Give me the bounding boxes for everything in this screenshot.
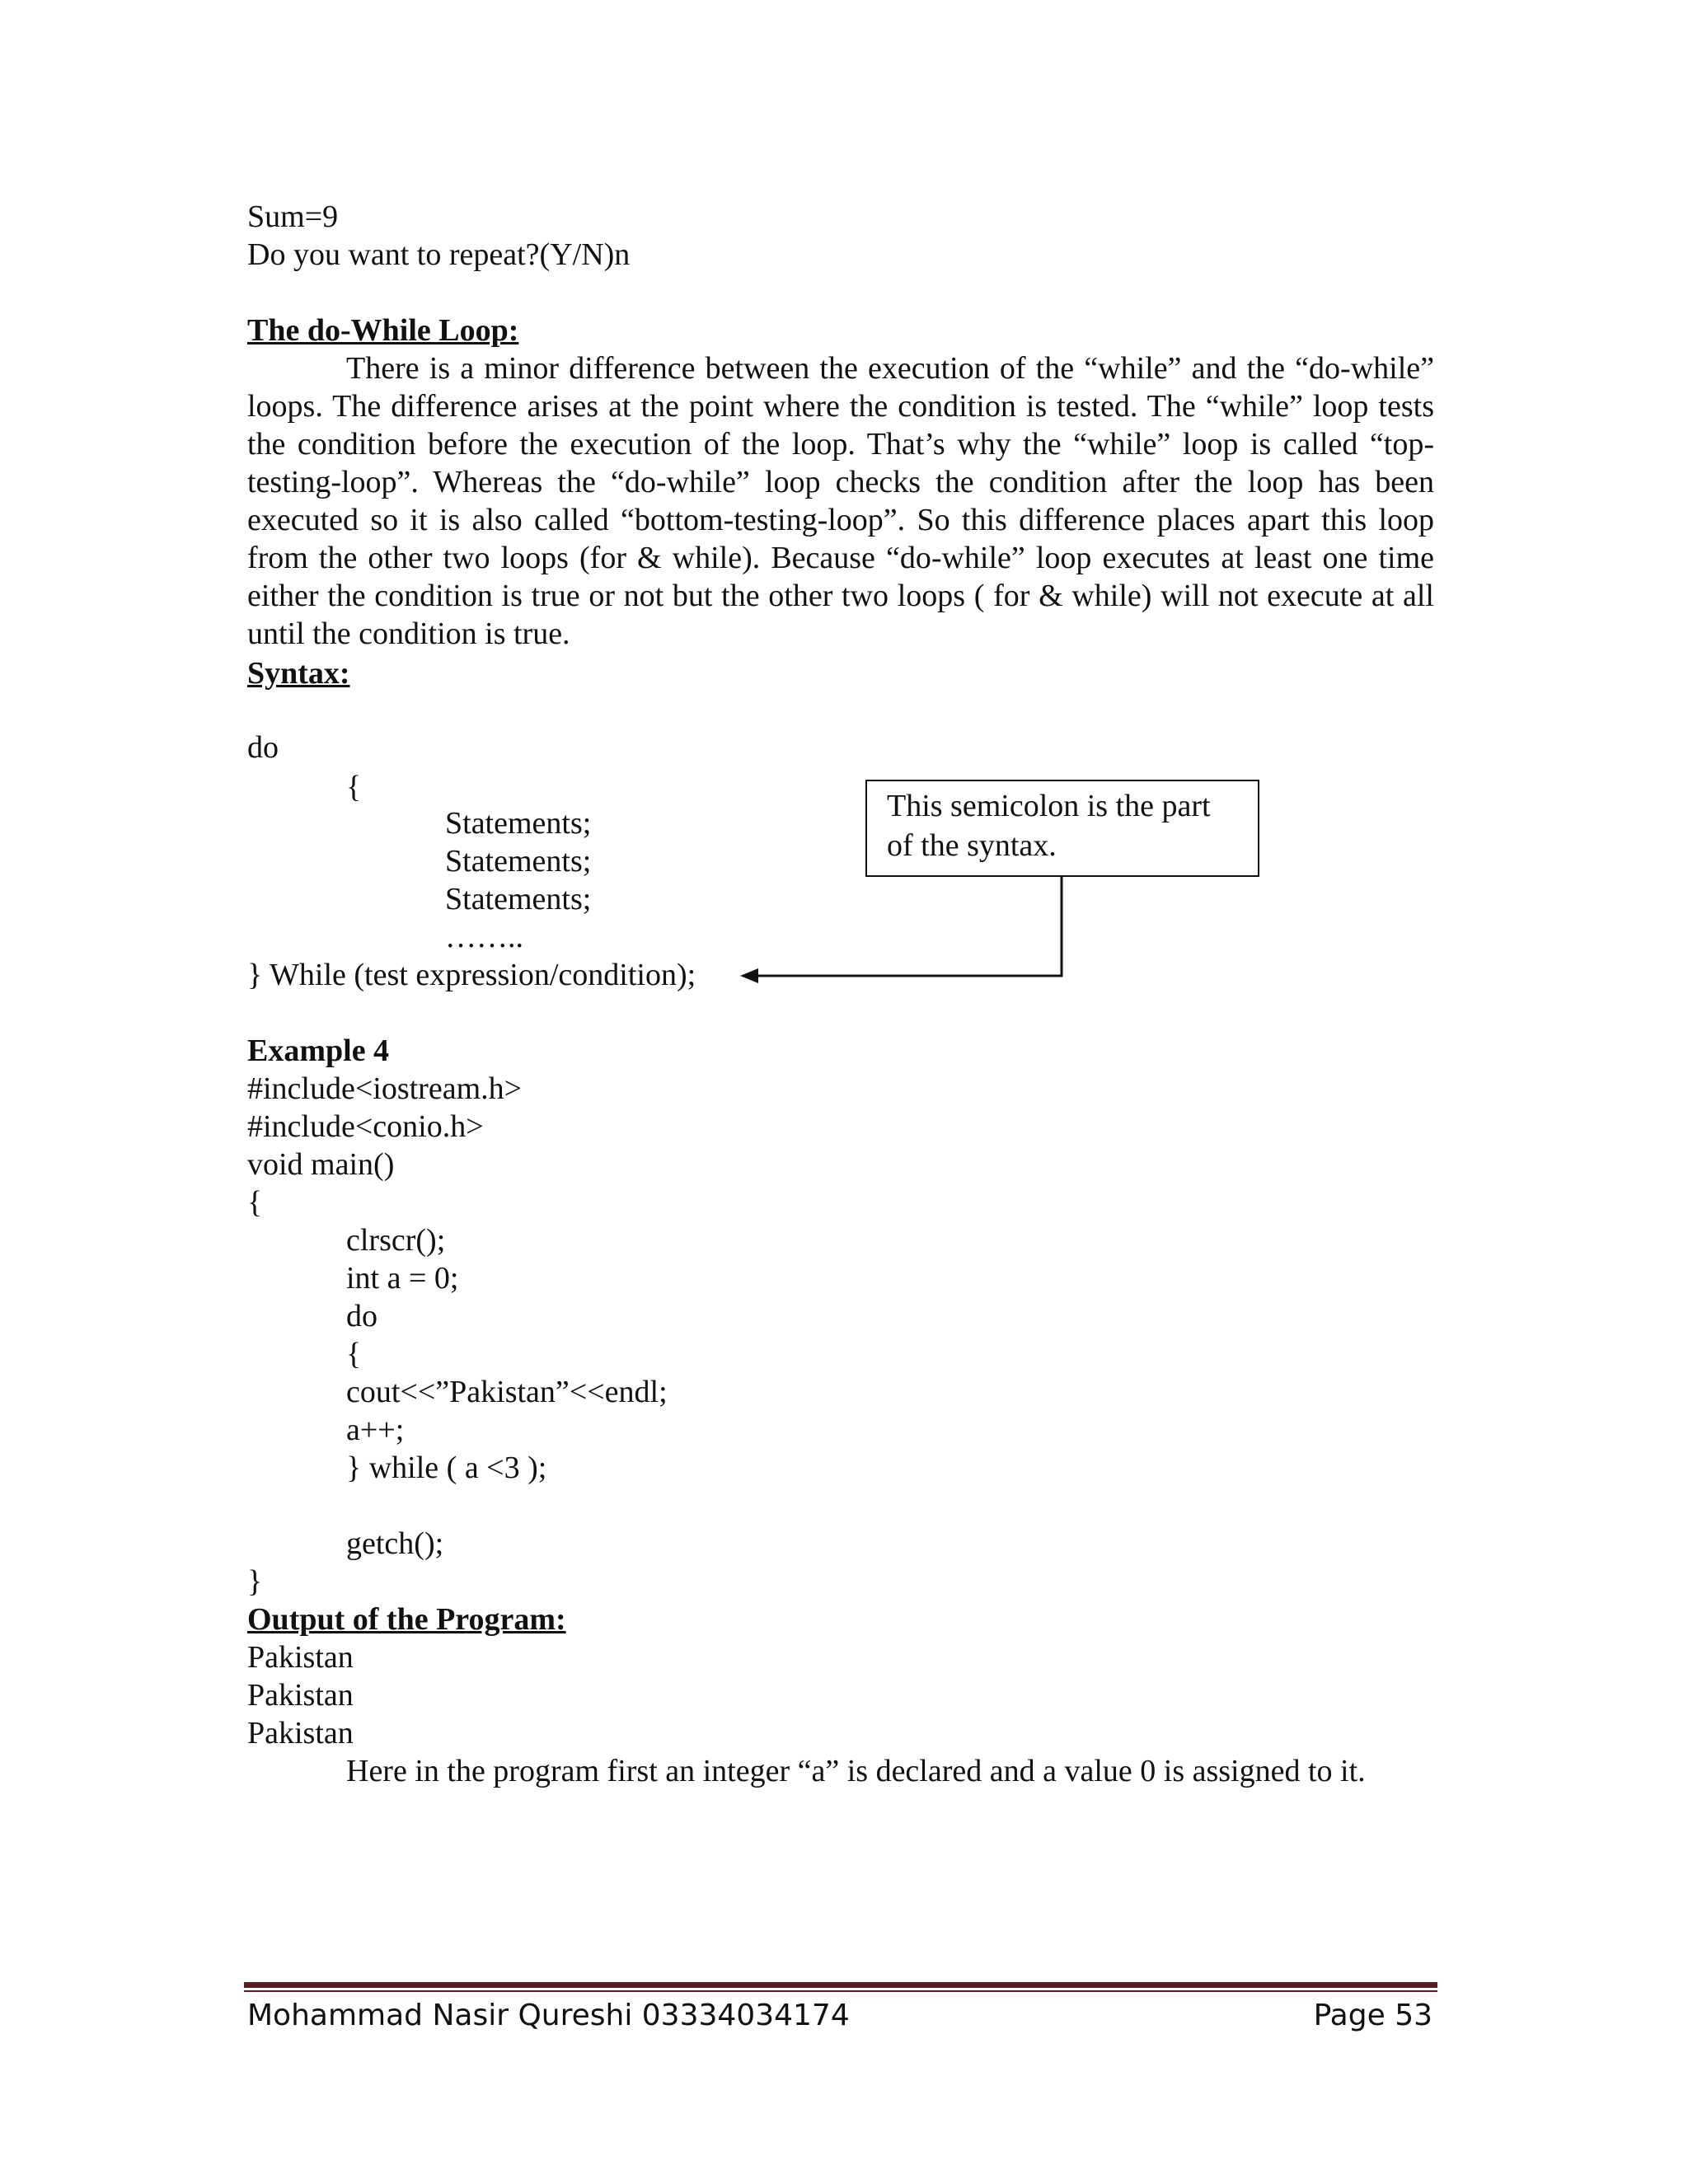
output-line-3: Pakistan <box>247 1716 354 1750</box>
syntax-line-open-brace: { <box>346 770 362 804</box>
code-line-8: { <box>346 1337 362 1371</box>
code-line-11: } while ( a <3 ); <box>346 1451 547 1485</box>
syntax-heading: Syntax: <box>247 656 350 691</box>
code-line-13: } <box>247 1564 263 1599</box>
code-line-1: #include<iostream.h> <box>247 1071 523 1106</box>
syntax-line-statements-3: Statements; <box>445 882 592 916</box>
syntax-line-statements-2: Statements; <box>445 844 592 879</box>
code-line-9: cout<<”Pakistan”<<endl; <box>346 1375 668 1409</box>
output-heading: Output of the Program: <box>247 1602 566 1637</box>
footer-author: Mohammad Nasir Qureshi 03334034174 <box>247 1999 850 2032</box>
syntax-line-while: } While (test expression/condition); <box>247 958 696 992</box>
code-line-5: clrscr(); <box>346 1223 446 1258</box>
footer-page-number: Page 53 <box>1313 1999 1432 2032</box>
syntax-line-do: do <box>247 730 279 765</box>
code-line-3: void main() <box>247 1147 395 1182</box>
code-line-4: { <box>247 1185 263 1220</box>
syntax-line-statements-1: Statements; <box>445 806 592 841</box>
code-line-6: int a = 0; <box>346 1261 459 1296</box>
code-line-2: #include<conio.h> <box>247 1109 484 1144</box>
repeat-prompt-line: Do you want to repeat?(Y/N)n <box>247 237 631 272</box>
syntax-callout-box: This semicolon is the part of the syntax. <box>865 780 1259 877</box>
code-line-7: do <box>346 1299 377 1333</box>
example-heading: Example 4 <box>247 1033 390 1068</box>
output-explanation: Here in the program first an integer “a” is declared and a value 0 is assigned to it. <box>346 1754 1366 1788</box>
output-line-1: Pakistan <box>247 1640 354 1675</box>
code-line-12: getch(); <box>346 1526 444 1561</box>
output-line-2: Pakistan <box>247 1678 354 1713</box>
paragraph-text: There is a minor difference between the execution of the “while” and the “do-while” loops. The difference arises at the point where the condition is tested. The “while” loop tests the condition before the execution of the loop. That’s why the “while” loop is called “top-testing-loop”. Whereas the “do-while” loop checks the condition after the loop has been executed so it is also called “bottom-testing-loop”. So this difference places apart this loop from the other two loops (for & while). Because “do-while” loop executes at least one time either the condition is true or not but the other two loops ( for & while) will not execute at all until the condition is true. <box>247 351 1434 651</box>
syntax-line-ellipsis: …….. <box>445 920 523 954</box>
section-heading: The do-While Loop: <box>247 313 519 348</box>
code-line-10: a++; <box>346 1413 405 1447</box>
footer-rule <box>244 1982 1437 1992</box>
sum-line: Sum=9 <box>247 199 339 234</box>
